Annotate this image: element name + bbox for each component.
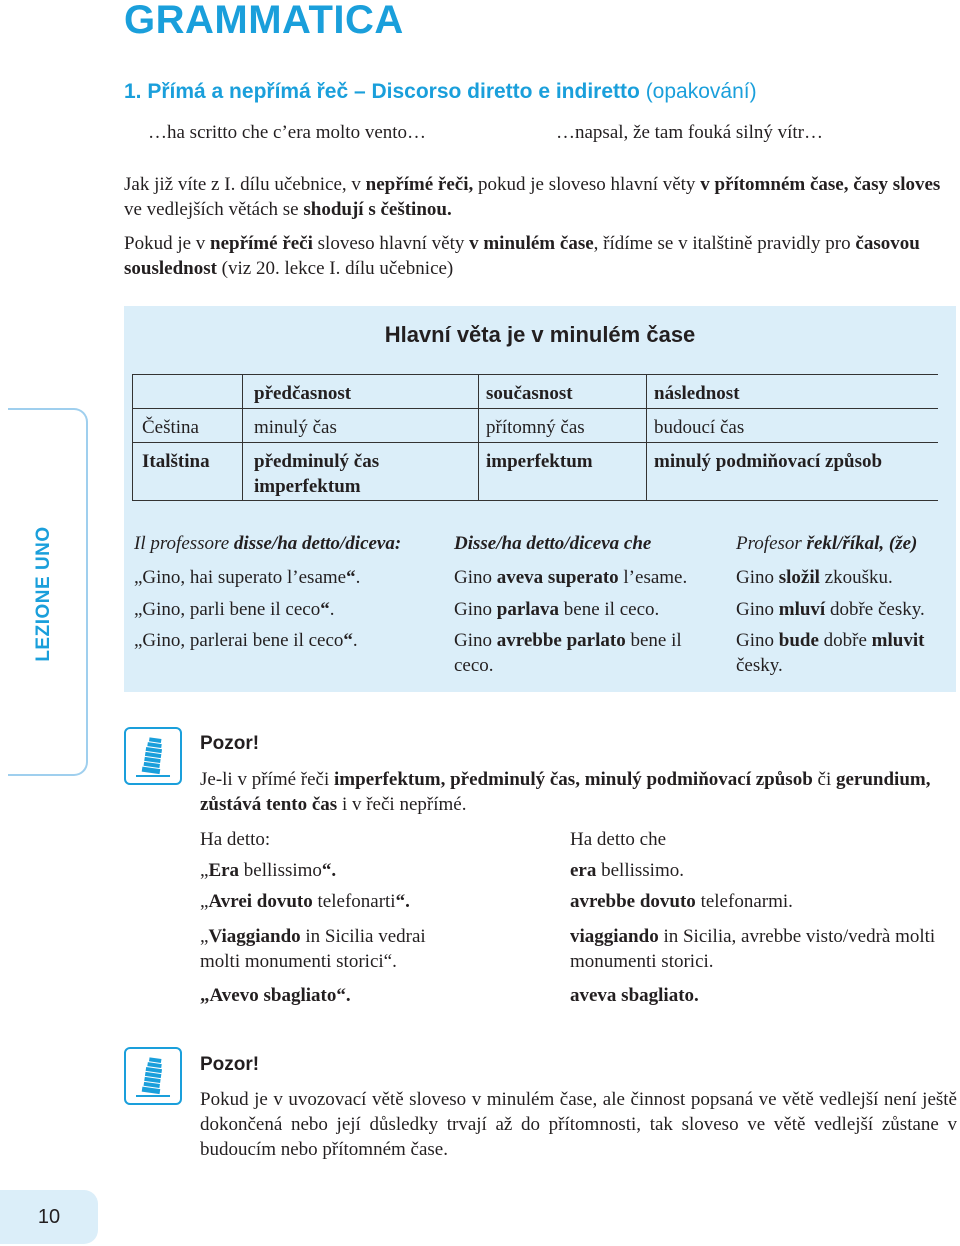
text: in Sicilia vedrai molti monumenti storici [200,926,426,972]
note-label: Pozor! [200,733,260,754]
text: Gino [736,630,779,651]
text: Jak již víte z I. dílu učebnice, v [124,174,366,195]
table-col-divider [478,374,479,500]
col-header: předčasnost [254,383,352,404]
note-label: Pozor! [200,1054,260,1075]
section-main: 1. Přímá a nepřímá řeč – Discorso diretto e indiretto [124,80,640,103]
text: zkoušku. [819,567,893,588]
example-czech: …napsal, že tam fouká silný vítr… [556,122,823,143]
bold-text: era [570,860,597,881]
text: i v řeči nepřímé. [337,794,467,815]
page-title: GRAMMATICA [124,0,404,42]
row-label: Italština [142,451,210,472]
example-indirect [570,983,950,1008]
bold-text: mluví [778,599,826,620]
text: bene il ceco. [559,599,660,620]
example-header-italian [134,531,454,556]
text: bene il ceco. [454,630,682,676]
col-header: současnost [486,383,573,404]
text: bellissimo [239,860,322,881]
text: in Sicilia, avrebbe visto/vedrà molti monumenti storici. [570,926,936,972]
example-direct [134,597,452,622]
bold-text: řekl/říkal, (že) [806,533,918,554]
bold-text: v přítomném čase, [700,174,849,195]
bold-text: aveva sbagliato. [570,985,699,1006]
text: Il professore [134,533,234,554]
text: bellissimo. [596,860,684,881]
text: “. [383,951,397,972]
bold-text: “ [343,630,353,651]
example-direct [200,858,560,883]
text: telefonarmi. [695,891,793,912]
table-col-divider [646,374,647,500]
col-header: následnost [654,383,740,404]
text: „Gino, parlerai bene il ceco [134,630,344,651]
table-cell: budoucí čas [654,417,745,438]
section-paren: (opakování) [645,80,757,103]
bold-text: “. [395,891,410,912]
text: (viz 20. lekce I. dílu učebnice) [216,258,454,279]
text: . [352,630,358,651]
table-cell: minulý podmiňovací způsob [654,451,883,472]
text: či [812,769,836,790]
table-cell: imperfektum [254,476,361,497]
bold-text: časy sloves [853,174,941,195]
text: dobře česky. [825,599,925,620]
text: Je-li v přímé řeči [200,769,335,790]
bold-text: disse/ha detto/diceva: [233,533,402,554]
text: „ [200,860,209,881]
bold-text: “. [321,860,337,881]
text: Pokud je v [124,233,211,254]
text: telefonarti [312,891,396,912]
bold-text: Avrei dovuto [208,891,313,912]
bold-text: viaggiando [570,926,659,947]
bold-text: “ [320,599,330,620]
example-direct [200,983,560,1008]
text: „Gino, hai superato l’esame [134,567,347,588]
example-direct [134,628,452,653]
bold-text: mluvit [871,630,925,651]
bold-text: “ [346,567,356,588]
table-cell: předminulý čas [254,451,380,472]
example-left-head: Ha detto: [200,829,271,850]
side-tab-label: LEZIONE UNO [33,526,54,662]
bold-text: parlava [496,599,560,620]
text: „ [200,926,209,947]
example-header-indirect [454,531,734,556]
text: Gino [454,567,497,588]
example-indirect [454,628,704,678]
bold-text: Era [208,860,240,881]
example-direct [200,924,470,974]
table-rule-top [132,374,938,375]
page-number: 10 [0,1190,98,1244]
note-text: Pokud je v uvozovací větě sloveso v minulém čase, ale činnost popsaná ve větě vedlejší není ještě dokončená nebo její důsledky trvají až do přítomnosti, tak sloveso ve větě vedlejší zůstane v budoucím nebo přítomném čase. [200,1089,957,1160]
text: l’esame. [618,567,688,588]
section-heading [124,80,757,104]
example-indirect [570,858,950,883]
bold-text: časovou souslednost [124,233,920,279]
text: česky. [736,655,783,676]
text: . [355,567,361,588]
table-cell: minulý čas [254,417,337,438]
example-czech [736,565,954,590]
bold-text: aveva superato [496,567,619,588]
text: „Gino, parli bene il ceco [134,599,321,620]
bold-text: gerundium, zůstává tento čas [200,769,931,815]
leaning-tower-icon [124,1047,182,1105]
note-text [200,767,940,817]
example-czech [736,597,954,622]
row-label: Čeština [142,417,199,438]
example-czech [736,628,951,678]
bold-text: shodují s češtinou. [303,199,452,220]
text: dobře [818,630,872,651]
box-title: Hlavní věta je v minulém čase [384,322,696,347]
example-indirect [454,565,730,590]
leaning-tower-icon [124,727,182,785]
bold-text: Viaggiando [208,926,301,947]
text: ve vedlejších větách se [124,199,304,220]
bold-text: avrebbe parlato [496,630,626,651]
bold-text: v minulém čase [469,233,594,254]
example-header-czech [736,531,954,556]
text: „ [200,891,209,912]
bold-text: Disse/ha detto/diceva che [454,533,652,554]
tense-box [124,306,956,692]
table-rule-bottom [132,500,938,501]
table-col-divider [242,374,243,500]
bold-text: avrebbe dovuto [570,891,696,912]
table-border-left [132,374,133,500]
table-rule [132,442,938,443]
example-right-head: Ha detto che [570,829,667,850]
table-cell: přítomný čas [486,417,585,438]
text: , řídíme se v italštině pravidly pro [593,233,856,254]
example-italian: …ha scritto che c’era molto vento… [148,122,427,143]
bold-text: složil [778,567,820,588]
table-cell: imperfektum [486,451,593,472]
intro-paragraph-2 [124,231,960,281]
text: pokud je sloveso hlavní věty [473,174,701,195]
bold-text: imperfektum, předminulý čas, minulý podmiňovací způsob [334,769,813,790]
example-direct [200,889,560,914]
intro-paragraph-1 [124,172,960,222]
text: Gino [454,599,497,620]
text: Profesor [736,533,807,554]
bold-text: bude [778,630,819,651]
text: Gino [736,567,779,588]
bold-text: „Avevo sbagliato“. [200,985,351,1006]
example-indirect [570,924,950,974]
example-indirect [454,597,730,622]
bold-text: nepřímé řeči, [365,174,474,195]
text: Gino [736,599,779,620]
bold-text: nepřímé řeči [210,233,313,254]
text: sloveso hlavní věty [312,233,470,254]
example-direct [134,565,452,590]
text: . [329,599,335,620]
text: Gino [454,630,497,651]
example-indirect [570,889,950,914]
table-rule [132,408,938,409]
